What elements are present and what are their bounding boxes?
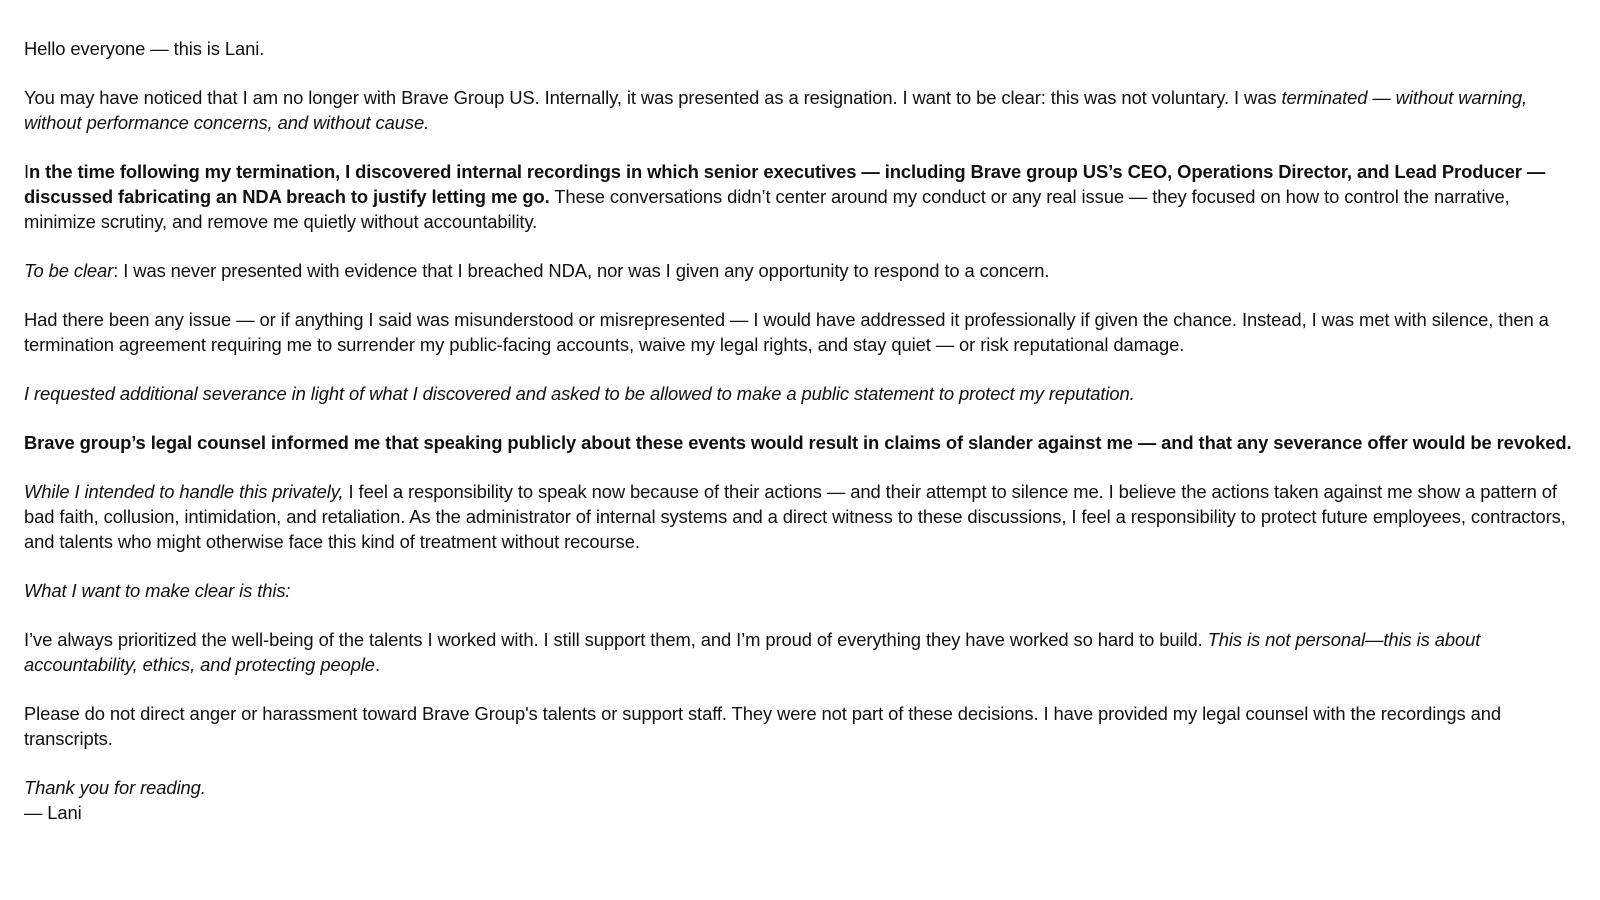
clarify-heading-paragraph: [24, 578, 1584, 603]
talents-text: I’ve always prioritized the well-being of the talents I worked with. I still support them, and I’m proud of everything they have worked so hard to build.: [24, 629, 1208, 650]
termination-emphasis: terminated — without warning, without performance concerns, and without cause: [24, 87, 1527, 133]
talents-paragraph: [24, 627, 1584, 677]
resignation-paragraph: [24, 85, 1584, 135]
statement-document: [24, 36, 1584, 825]
termination-emphasis-end: .: [424, 112, 430, 133]
clarify-heading-text: What I want to make clear is this:: [24, 580, 291, 601]
recordings-rest-text: These conversations didn’t center around my conduct or any real issue — they focused on how to control the narrative, minimize scrutiny, and remove me quietly without accountability.: [24, 186, 1510, 232]
recordings-paragraph: [24, 159, 1584, 234]
resignation-text: You may have noticed that I am no longer with Brave Group US. Internally, it was presented as a resignation. I want to be clear: this was not voluntary. I was: [24, 87, 1282, 108]
severance-paragraph: [24, 381, 1584, 406]
signature-line: — Lani: [24, 802, 82, 823]
severance-text: I requested additional severance in light of what I discovered and asked to be allowed to make a public statement to protect my reputation.: [24, 383, 1135, 404]
clarity-text: : I was never presented with evidence that I breached NDA, nor was I given any opportunity to respond to a concern.: [113, 260, 1050, 281]
issue-paragraph: Had there been any issue — or if anything I said was misunderstood or misrepresented — I would have addressed it professionally if given the chance. Instead, I was met with silence, then a termination agreement requiring me to surrender my public-facing accounts, waive my legal rights, and stay quiet — or risk reputational damage.: [24, 309, 1549, 355]
harassment-paragraph: Please do not direct anger or harassment toward Brave Group's talents or support staff. They were not part of these decisions. I have provided my legal counsel with the recordings and transcripts.: [24, 703, 1502, 749]
responsibility-text: I feel a responsibility to speak now because of their actions — and their attempt to silence me. I believe the actions taken against me show a pattern of bad faith, collusion, intimidation, and retaliation. As the administrator of internal systems and a direct witness to these discussions, I feel a responsibility to protect future employees, contractors, and talents who might otherwise face this kind of treatment without recourse.: [24, 481, 1566, 552]
legal-counsel-text: Brave group’s legal counsel informed me that speaking publicly about these events would result in claims of slander against me — and that any severance offer would be revoked.: [24, 432, 1572, 453]
legal-counsel-paragraph: [24, 430, 1584, 455]
clarity-paragraph: [24, 258, 1584, 283]
responsibility-paragraph: [24, 479, 1584, 554]
recordings-lead-letter: I: [24, 161, 30, 182]
greeting-paragraph: Hello everyone — this is Lani.: [24, 38, 265, 59]
responsibility-emphasis: While I intended to handle this privately,: [24, 481, 344, 502]
closing-text: Thank you for reading.: [24, 777, 206, 798]
closing-line: [24, 775, 1584, 800]
accountability-emphasis-end: .: [374, 654, 380, 675]
recordings-bold-text: n the time following my termination, I discovered internal recordings in which senior executives — including Brave group US’s CEO, Operations Director, and Lead Producer — discussed fabricating an NDA breach to justify letting me go.: [24, 161, 1546, 207]
clarity-emphasis: To be clear: [24, 260, 114, 281]
accountability-emphasis: This is not personal—this is about accountability, ethics, and protecting people: [24, 629, 1481, 675]
